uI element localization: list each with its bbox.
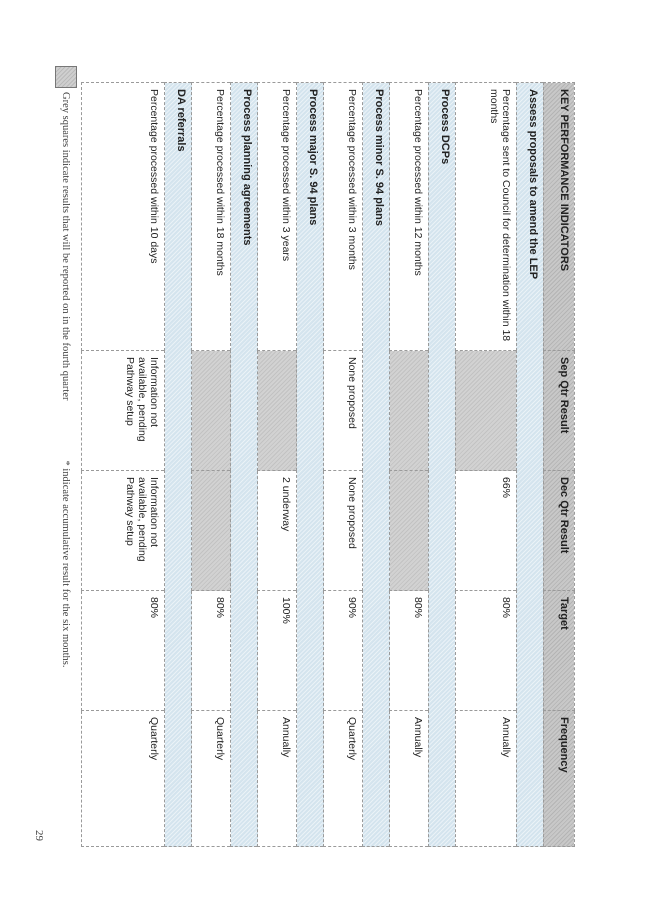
sep-result-cell <box>455 351 516 471</box>
kpi-table <box>81 82 575 847</box>
frequency-cell: Quarterly <box>82 711 165 847</box>
header-kpi: KEY PERFORMANCE INDICATORS <box>544 83 575 351</box>
header-sep-qtr: Sep Qtr Result <box>544 351 575 471</box>
dec-result-cell: Information not available, pending Pathway setup <box>82 471 165 591</box>
header-frequency: Frequency <box>544 711 575 847</box>
indicator-cell: Percentage sent to Council for determination within 18 months <box>455 83 516 351</box>
target-cell: 80% <box>390 591 429 711</box>
section-title: Process major S. 94 plans <box>297 83 324 847</box>
frequency-cell: Annually <box>258 711 297 847</box>
section-row <box>297 83 324 847</box>
dec-result-cell: None proposed <box>324 471 363 591</box>
section-row <box>517 83 544 847</box>
indicator-cell: Percentage processed within 12 months <box>390 83 429 351</box>
sep-result-cell <box>390 351 429 471</box>
table-row <box>324 83 363 847</box>
section-title: DA referrals <box>165 83 192 847</box>
frequency-cell: Quarterly <box>192 711 231 847</box>
dec-result-cell <box>390 471 429 591</box>
grey-square-note: Grey squares indicate results that will be reported on in the fourth quarter <box>60 92 72 401</box>
section-title: Process DCPs <box>428 83 455 847</box>
sep-result-cell: Information not available, pending Pathway setup <box>82 351 165 471</box>
table-row <box>192 83 231 847</box>
section-row <box>165 83 192 847</box>
section-title: Process planning agreements <box>231 83 258 847</box>
sep-result-cell: None proposed <box>324 351 363 471</box>
legend <box>55 66 77 668</box>
section-row <box>231 83 258 847</box>
target-cell: 80% <box>192 591 231 711</box>
indicator-cell: Percentage processed within 3 years <box>258 83 297 351</box>
grey-square-swatch <box>55 66 77 88</box>
cumulative-note: * indicate accumulative result for the six months. <box>60 460 72 668</box>
page-number: 29 <box>33 830 45 841</box>
frequency-cell: Quarterly <box>324 711 363 847</box>
target-cell: 90% <box>324 591 363 711</box>
section-title: Assess proposals to amend the LEP <box>517 83 544 847</box>
sep-result-cell <box>258 351 297 471</box>
target-cell: 100% <box>258 591 297 711</box>
indicator-cell: Percentage processed within 10 days <box>82 83 165 351</box>
section-row <box>428 83 455 847</box>
header-target: Target <box>544 591 575 711</box>
table-row <box>82 83 165 847</box>
section-title: Process minor S. 94 plans <box>363 83 390 847</box>
dec-result-cell: 2 underway <box>258 471 297 591</box>
target-cell: 80% <box>455 591 516 711</box>
frequency-cell: Annually <box>390 711 429 847</box>
target-cell: 80% <box>82 591 165 711</box>
frequency-cell: Annually <box>455 711 516 847</box>
dec-result-cell <box>192 471 231 591</box>
table-row <box>390 83 429 847</box>
section-row <box>363 83 390 847</box>
table-row <box>258 83 297 847</box>
header-dec-qtr: Dec Qtr Result <box>544 471 575 591</box>
header-row <box>544 83 575 847</box>
indicator-cell: Percentage processed within 3 months <box>324 83 363 351</box>
dec-result-cell: 66% <box>455 471 516 591</box>
table-row <box>455 83 516 847</box>
sep-result-cell <box>192 351 231 471</box>
indicator-cell: Percentage processed within 18 months <box>192 83 231 351</box>
